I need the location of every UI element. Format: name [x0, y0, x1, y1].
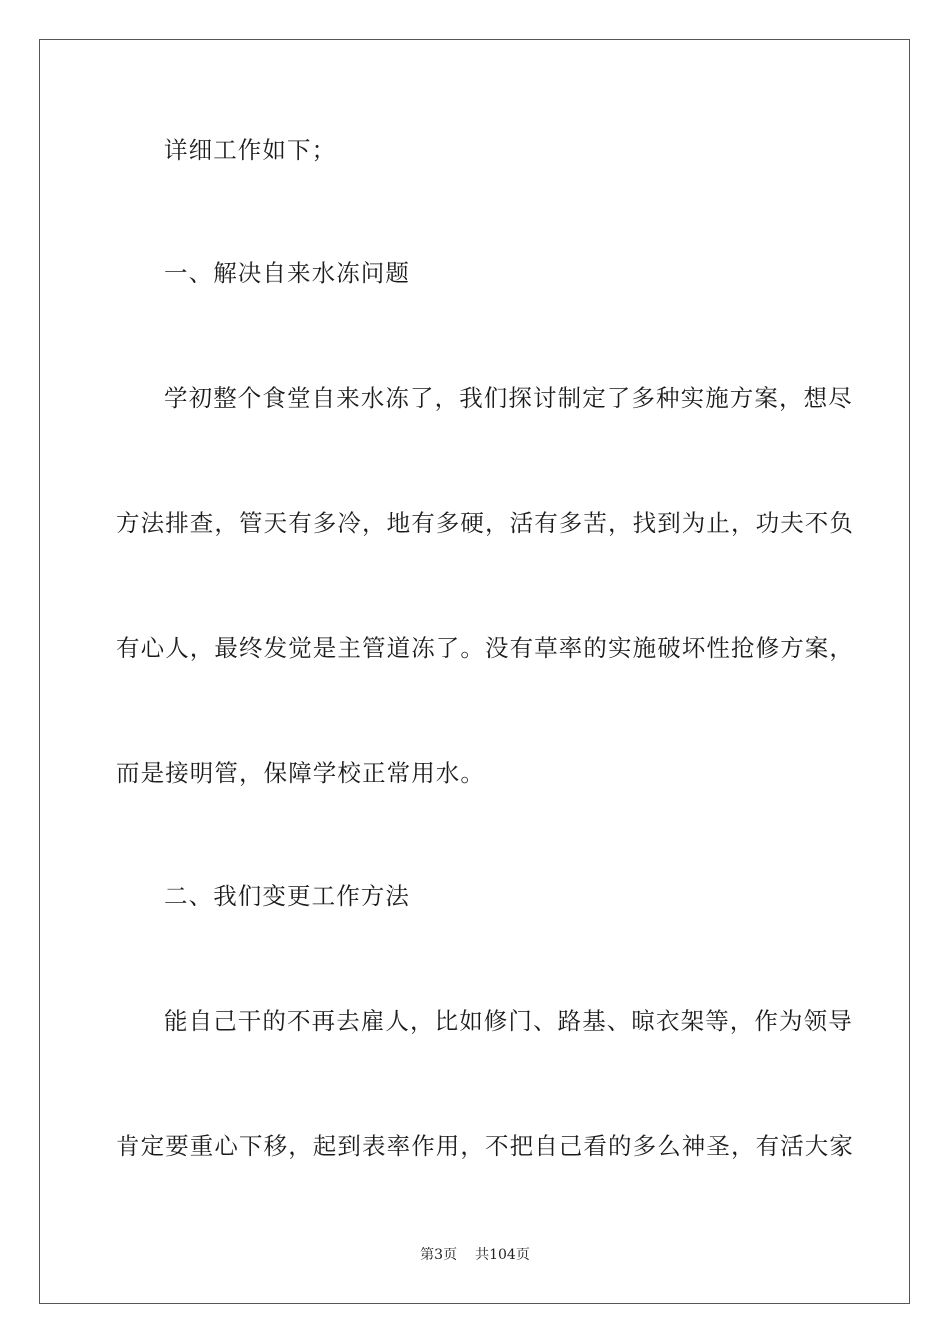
- heading-section-1: 一、解决自来水冻问题: [164, 259, 410, 287]
- heading-section-2: 二、我们变更工作方法: [164, 882, 410, 910]
- paragraph-line: 肯定要重心下移，起到表率作用，不把自己看的多么神圣，有活大家: [116, 1132, 854, 1160]
- paragraph-line: 而是接明管，保障学校正常用水。: [116, 759, 485, 787]
- page-number: 第3页: [420, 1247, 458, 1263]
- paragraph-intro: 详细工作如下；: [164, 136, 337, 164]
- paragraph-line: 有心人，最终发觉是主管道冻了。没有草率的实施破坏性抢修方案，: [116, 634, 854, 662]
- paragraph-line: 方法排查，管天有多冷，地有多硬，活有多苦，找到为止，功夫不负: [116, 509, 854, 537]
- page-border: [39, 39, 910, 1304]
- paragraph-line: 学初整个食堂自来水冻了，我们探讨制定了多种实施方案，想尽: [164, 384, 853, 412]
- page-total: 共104页: [475, 1247, 530, 1263]
- paragraph-line: 能自己干的不再去雇人，比如修门、路基、晾衣架等，作为领导: [164, 1007, 853, 1035]
- page-footer: [0, 1246, 950, 1264]
